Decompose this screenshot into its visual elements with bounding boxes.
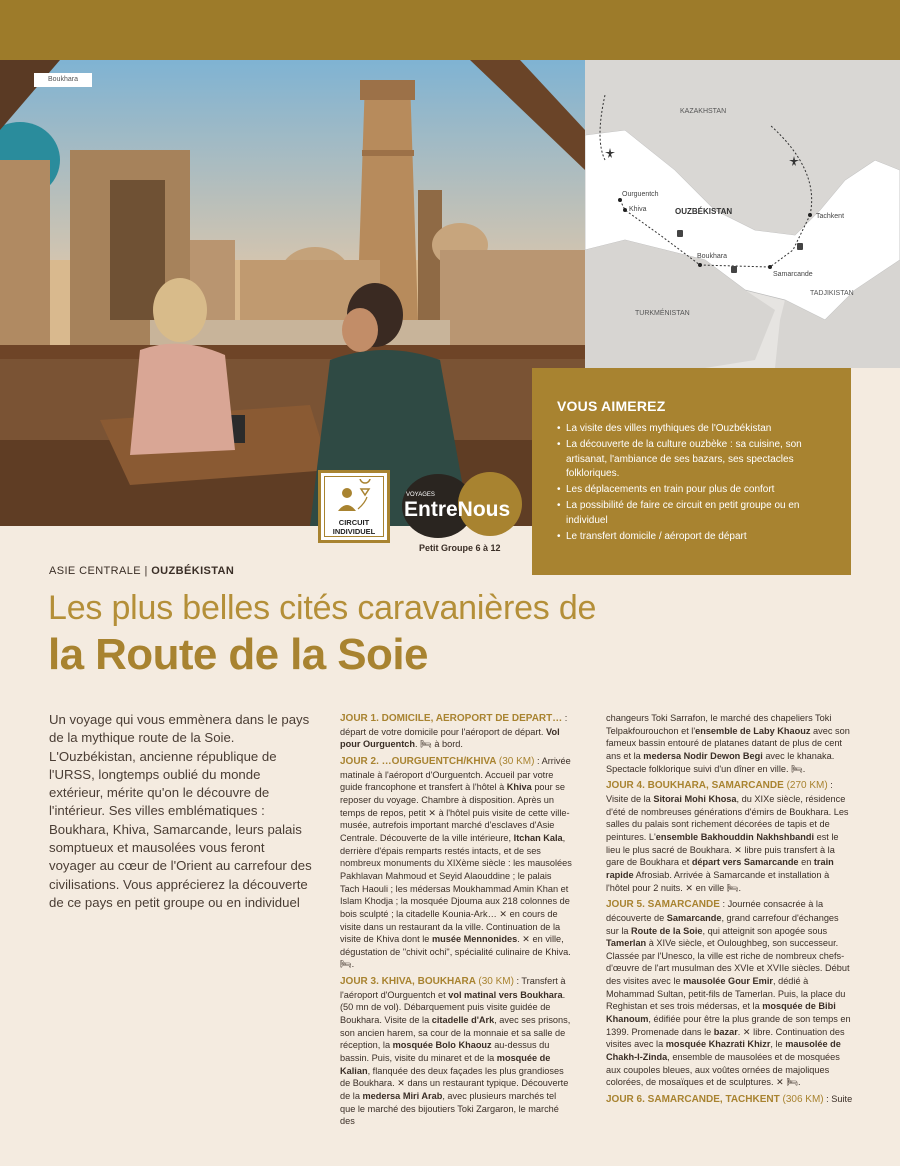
day-2-heading: JOUR 2. …OURGUENTCH/KHIVA (30 KM) [340,755,535,767]
map-city-samarcande: Samarcande [773,271,813,278]
map-city-tachkent: Tachkent [816,213,845,220]
map-city-khiva: Khiva [629,206,647,213]
route-map [585,60,900,368]
kicker-region: ASIE CENTRALE [49,565,142,577]
voyages-label: VOYAGES [406,492,435,498]
list-item: • Les déplacements en train pour plus de confort [557,483,831,498]
entrenous-logo [400,470,525,540]
page-title-line2: la Route de la Soie [48,630,428,679]
day-3: JOUR 3. KHIVA, BOUKHARA (30 KM) : Transfert à l'aéroport d'Ourguentch et vol matinal vers Boukhara. (50 mn de vol). Débarquement puis visite guidée de Boukhara. Visite de la citadelle d'Ark, avec ses prisons, son ancien harem, sa cour de la monnaie et sa salle de réception, la mosquée Bolo Khaouz au-dessus du bassin. Puis, visite du minaret et de la mosquée de Kalian, flanquée des deux façades les plus grandioses de Boukhara. ✕ dans un restaurant typique. Découverte de la medersa Miri Arab, avec plusieurs marchés tel que le marché des bijoutiers Toki Zargaron, le marché des [340,976,571,1127]
photo-caption: Boukhara [34,73,92,87]
entrenous-logo-graphic [400,470,525,540]
map-illustration [585,60,900,368]
map-city-boukhara: Boukhara [697,253,727,260]
itinerary-column-3 [606,712,853,1111]
vous-aimerez-list [557,422,831,544]
day-3-continued: changeurs Toki Sarrafon, le marché des chapeliers Toki Telpakfourouchon et l'ensemble de Laby Khaouz avec son fameux bassin entouré de platanes datant de plus de cent ans et la medersa Nodir Dewon Begi avec le khanaka. Spectacle folklorique suivi d'un dîner en ville. 🛏. [606,713,850,774]
kicker-separator: | [144,565,148,577]
circuit-badge-label: CIRCUIT INDIVIDUEL [332,518,376,536]
map-country-ouzbekistan: OUZBÉKISTAN [675,207,733,216]
list-item: • Le transfert domicile / aéroport de départ [557,530,831,545]
list-item: • La découverte de la culture ouzbèke : sa cuisine, son artisanat, l'ambiance de ses bazars, ses spectacles folkloriques. [557,438,831,482]
day-5: JOUR 5. SAMARCANDE : Journée consacrée à la découverte de Samarcande, grand carrefour d'échanges sur la Route de la Soie, qui atteignit son apogée sous Tamerlan à XIVe siècle, et Ouloughbeg, son successeur. Classée par l'Unesco, la ville est riche de nombreux chefs-d'œuvre de l'art musulman des XVIe et XVIIe siècles. Début des visites avec le mausolée Gour Emir, dédié à Mohammad Sultan, petit-fils de Tamerlan. Puis, la place du Reghistan et ses trois médersas, et la mosquée de Bibi Khanoum, édifiée pour être la plus grande de son temps en 1399. Promenade dans le bazar. ✕ libre. Continuation des visites avec la mosquée Khazrati Khizr, le mausolée de Chakh-I-Zinda, ensemble de mausolées et de mosquées aux coupoles bleues, aux voûtes ornées de majoliques colorées, de mosaïques et de sculptures. ✕ 🛏. [606,899,851,1088]
day-1-heading: JOUR 1. DOMICILE, AEROPORT DE DEPART… [340,713,563,724]
itinerary-column-2 [340,712,573,1132]
hero-photo-illustration [0,60,585,526]
map-country-turkmenistan: TURKMÉNISTAN [635,310,690,317]
map-country-kazakhstan: KAZAKHSTAN [680,108,727,115]
vous-aimerez-box [532,368,851,575]
entrenous-wordmark: EntreNous [404,498,511,521]
person-pin-icon [321,479,387,519]
vous-aimerez-title: VOUS AIMEREZ [557,398,666,414]
kicker-country: OUZBÉKISTAN [151,565,235,577]
day-6-heading: JOUR 6. SAMARCANDE, TACHKENT (306 KM) [606,1094,824,1106]
map-country-tadjikistan: TADJIKISTAN [810,290,854,297]
day-6: JOUR 6. SAMARCANDE, TACHKENT (306 KM) : Suite [606,1094,853,1106]
page-title-line1: Les plus belles cités caravanières de [48,589,597,627]
section-kicker [49,565,234,577]
day-4-heading: JOUR 4. BOUKHARA, SAMARCANDE (270 KM) [606,780,828,792]
hero-photo [0,60,585,526]
top-band [0,0,900,60]
day-5-heading: JOUR 5. SAMARCANDE [606,899,720,911]
day-4: JOUR 4. BOUKHARA, SAMARCANDE (270 KM) : Visite de la Sitorai Mohi Khosa, du XIXe siècle, résidence d'été de nombreuses générations d'émirs de Boukhara. Les salles du palais sont richement décorées de tapis et de peintures. L'ensemble Bakhouddin Nakhshbandi est le lieu le plus sacré de Boukhara. ✕ libre puis transfert à la gare de Boukhara et départ vers Samarcande en train rapide Afrosiab. Arrivée à Samarcande et installation à l'hôtel pour 2 nuits. ✕ en ville 🛏. [606,780,849,893]
list-item: • La visite des villes mythiques de l'Ouzbékistan [557,422,831,437]
petit-groupe-label: Petit Groupe 6 à 12 [419,543,501,553]
day-1: JOUR 1. DOMICILE, AEROPORT DE DEPART… : départ de votre domicile pour l'aéroport de départ. Vol pour Ourguentch. 🛏 à bord. [340,713,568,750]
day-2: JOUR 2. …OURGUENTCH/KHIVA (30 KM) : Arrivée matinale à l'aéroport d'Ourguentch. Accueil par votre guide francophone et transfert à l'hôtel à Khiva pour se reposer du voyage. Chambre à disposition. Après un temps de repos, petit ✕ à l'hôtel puis visite de cette ville-musée, autrefois important marché d'esclaves d'Asie Centrale. Découverte de la ville intérieure, Itchan Kala, derrière d'épais remparts restés intacts, et de ses nombreux monuments du XIXème siècle : les mausolées Pakhlavan Mahmoud et Seyid Alaouddine ; le palais Tach Haouli ; les médersas Moukhammad Amin Khan et Islam Khodja ; la mosquée Djouma aux 218 colonnes de bois sculpté ; la citadelle Kounia-Ark… ✕ en cours de visite dans un restaurant da la ville. Continuation de la visite de Khiva dont le musée Mennonides. ✕ en ville, dégustation de "chivit ochi", spécialité culinaire de Khiva. 🛏. [340,755,572,970]
intro-paragraph: Un voyage qui vous emmènera dans le pays de la mythique route de la Soie. L'Ouzbékistan, ancienne république de l'URSS, longtemps oublié du monde extérieur, mérite qu'on le découvre de l'intérieur. Ses villes emblématiques : Boukhara, Khiva, Samarcande, leurs palais somptueux et mausolées vous feront voyager au cœur de l'Orient au carrefour des civilisations. Vous apprécierez la découverte de ce pays en petit groupe ou en individuel [49,712,312,910]
circuit-individuel-badge [318,470,390,543]
day-3-heading: JOUR 3. KHIVA, BOUKHARA (30 KM) [340,976,514,988]
map-city-ourguentch: Ourguentch [622,191,659,198]
list-item: • La possibilité de faire ce circuit en petit groupe ou en individuel [557,499,831,528]
